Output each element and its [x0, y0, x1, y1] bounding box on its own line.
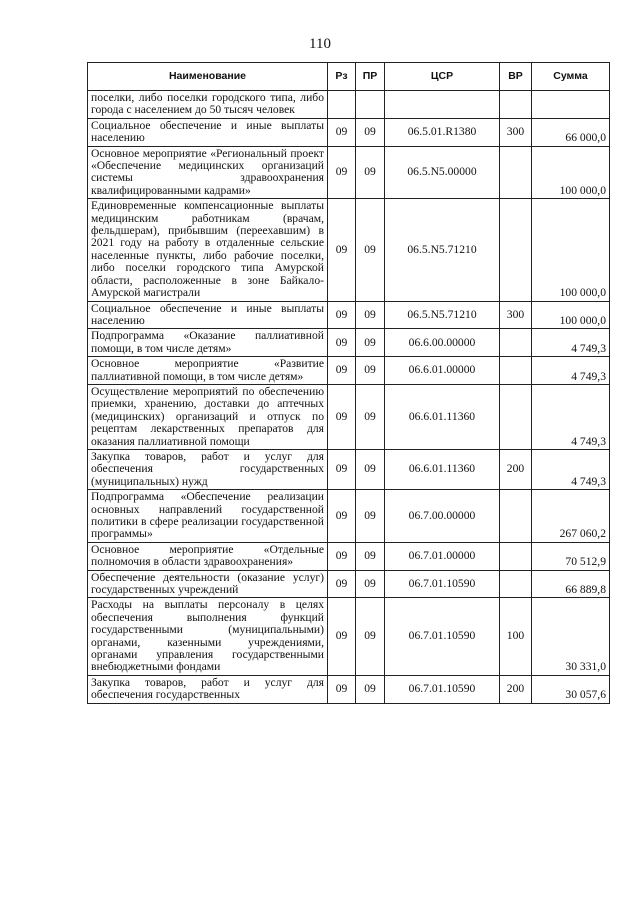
row-pr: 09 — [356, 675, 385, 703]
table-row — [88, 91, 610, 119]
row-vr — [500, 329, 532, 357]
row-name: Закупка товаров, работ и услуг для обеспечения государственных — [88, 675, 328, 703]
row-sum: 100 000,0 — [532, 301, 610, 329]
row-rz: 09 — [328, 598, 356, 675]
row-rz: 09 — [328, 357, 356, 385]
row-csr: 06.7.01.10590 — [385, 570, 500, 598]
table-header-row — [88, 63, 610, 91]
table-row — [88, 357, 610, 385]
row-csr: 06.6.01.11360 — [385, 384, 500, 449]
header-rz: Рз — [328, 63, 356, 91]
row-sum — [532, 91, 610, 119]
row-pr: 09 — [356, 118, 385, 146]
row-csr: 06.6.01.00000 — [385, 357, 500, 385]
row-sum: 66 000,0 — [532, 118, 610, 146]
row-csr: 06.7.00.00000 — [385, 490, 500, 543]
row-sum: 4 749,3 — [532, 357, 610, 385]
table-row — [88, 329, 610, 357]
row-pr: 09 — [356, 598, 385, 675]
row-sum: 4 749,3 — [532, 384, 610, 449]
row-csr: 06.7.01.10590 — [385, 675, 500, 703]
row-vr — [500, 570, 532, 598]
row-pr: 09 — [356, 301, 385, 329]
row-name: Обеспечение деятельности (оказание услуг) государственных учреждений — [88, 570, 328, 598]
row-vr: 200 — [500, 449, 532, 489]
table-row — [88, 146, 610, 199]
row-sum: 70 512,9 — [532, 542, 610, 570]
row-pr: 09 — [356, 329, 385, 357]
row-name: Основное мероприятие «Отдельные полномочия в области здравоохранения» — [88, 542, 328, 570]
row-pr — [356, 91, 385, 119]
row-name: Осуществление мероприятий по обеспечению приемки, хранению, доставки до аптечных (медицинских) организаций и отпуск по рецептам лекарственных препаратов для оказания паллиативной помощи — [88, 384, 328, 449]
header-pr: ПР — [356, 63, 385, 91]
table-row — [88, 301, 610, 329]
row-sum: 30 331,0 — [532, 598, 610, 675]
row-sum: 4 749,3 — [532, 329, 610, 357]
row-pr: 09 — [356, 199, 385, 301]
row-name: Основное мероприятие «Развитие паллиативной помощи, в том числе детям» — [88, 357, 328, 385]
row-rz: 09 — [328, 199, 356, 301]
row-csr: 06.6.00.00000 — [385, 329, 500, 357]
row-name: Социальное обеспечение и иные выплаты населению — [88, 118, 328, 146]
table-row — [88, 199, 610, 301]
budget-table — [87, 62, 610, 704]
row-csr: 06.5.N5.71210 — [385, 301, 500, 329]
row-csr: 06.6.01.11360 — [385, 449, 500, 489]
row-vr — [500, 199, 532, 301]
row-pr: 09 — [356, 384, 385, 449]
row-pr: 09 — [356, 542, 385, 570]
row-vr — [500, 542, 532, 570]
row-name: Расходы на выплаты персоналу в целях обеспечения выполнения функций государственными (муниципальными) органами, казенными учреждениями, органами управления государственными внебюджетными фондами — [88, 598, 328, 675]
row-rz: 09 — [328, 301, 356, 329]
row-sum: 267 060,2 — [532, 490, 610, 543]
row-sum: 30 057,6 — [532, 675, 610, 703]
row-sum: 66 889,8 — [532, 570, 610, 598]
header-vr: ВР — [500, 63, 532, 91]
row-rz: 09 — [328, 675, 356, 703]
table-row — [88, 118, 610, 146]
row-vr — [500, 91, 532, 119]
row-csr: 06.5.01.R1380 — [385, 118, 500, 146]
row-name: поселки, либо поселки городского типа, либо города с населением до 50 тысяч человек — [88, 91, 328, 119]
row-csr: 06.7.01.00000 — [385, 542, 500, 570]
row-csr — [385, 91, 500, 119]
row-vr: 300 — [500, 301, 532, 329]
row-name: Подпрограмма «Обеспечение реализации основных направлений государственной политики в сфере реализации государственной программы» — [88, 490, 328, 543]
table-row — [88, 675, 610, 703]
row-vr: 200 — [500, 675, 532, 703]
row-vr — [500, 490, 532, 543]
row-vr — [500, 357, 532, 385]
row-vr — [500, 146, 532, 199]
row-name: Подпрограмма «Оказание паллиативной помощи, в том числе детям» — [88, 329, 328, 357]
header-sum: Сумма — [532, 63, 610, 91]
row-name: Социальное обеспечение и иные выплаты населению — [88, 301, 328, 329]
row-pr: 09 — [356, 490, 385, 543]
row-rz: 09 — [328, 329, 356, 357]
row-rz: 09 — [328, 118, 356, 146]
row-pr: 09 — [356, 570, 385, 598]
table-row — [88, 449, 610, 489]
row-name: Основное мероприятие «Региональный проект «Обеспечение медицинских организаций системы здравоохранения квалифицированными кадрами» — [88, 146, 328, 199]
row-pr: 09 — [356, 357, 385, 385]
row-csr: 06.5.N5.71210 — [385, 199, 500, 301]
table-row — [88, 570, 610, 598]
row-sum: 100 000,0 — [532, 199, 610, 301]
row-pr: 09 — [356, 449, 385, 489]
row-name: Единовременные компенсационные выплаты медицинским работникам (врачам, фельдшерам), прибывшим (переехавшим) в 2021 году на работу в отдаленные сельские населенные пункты, либо рабочие поселки, либо поселки городского типа Амурской области, расположенные в зоне Байкало-Амурской магистрали — [88, 199, 328, 301]
row-sum: 4 749,3 — [532, 449, 610, 489]
row-csr: 06.7.01.10590 — [385, 598, 500, 675]
row-vr: 100 — [500, 598, 532, 675]
row-rz: 09 — [328, 449, 356, 489]
row-rz: 09 — [328, 542, 356, 570]
table-row — [88, 598, 610, 675]
row-name: Закупка товаров, работ и услуг для обеспечения государственных (муниципальных) нужд — [88, 449, 328, 489]
row-rz: 09 — [328, 384, 356, 449]
table-row — [88, 542, 610, 570]
table-row — [88, 384, 610, 449]
row-vr: 300 — [500, 118, 532, 146]
row-rz: 09 — [328, 490, 356, 543]
row-rz — [328, 91, 356, 119]
row-sum: 100 000,0 — [532, 146, 610, 199]
row-rz: 09 — [328, 146, 356, 199]
row-csr: 06.5.N5.00000 — [385, 146, 500, 199]
row-pr: 09 — [356, 146, 385, 199]
header-name: Наименование — [88, 63, 328, 91]
row-vr — [500, 384, 532, 449]
table-row — [88, 490, 610, 543]
header-csr: ЦСР — [385, 63, 500, 91]
page-number: 110 — [309, 36, 331, 52]
row-rz: 09 — [328, 570, 356, 598]
